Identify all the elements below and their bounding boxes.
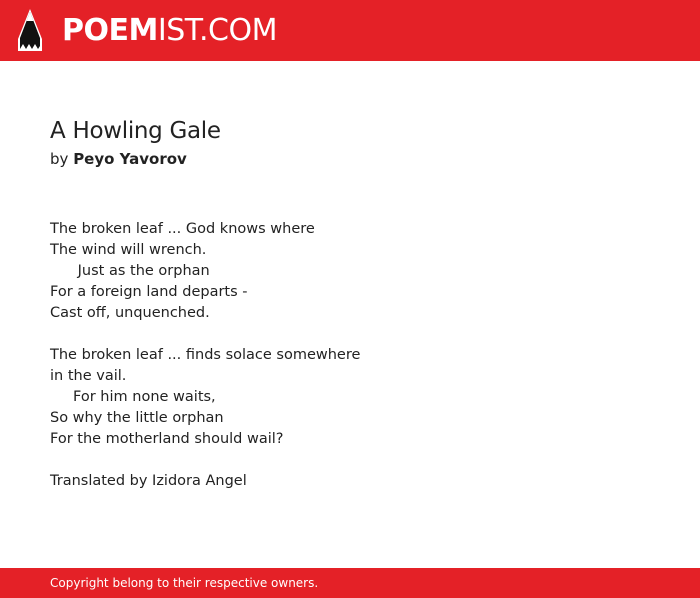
poem-line: So why the little orphan — [50, 410, 224, 426]
site-header — [0, 0, 700, 61]
site-footer — [0, 568, 700, 598]
poem-byline — [50, 149, 187, 169]
poem-line: For the motherland should wail? — [50, 431, 284, 447]
poem-body — [50, 219, 360, 450]
by-label: by — [50, 150, 69, 168]
poem-line: The wind will wrench. — [50, 242, 207, 258]
translator-credit: Translated by Izidora Angel — [50, 473, 247, 489]
poem-line: The broken leaf ... God knows where — [50, 221, 315, 237]
poem-line: The broken leaf ... finds solace somewhere — [50, 347, 361, 363]
poem-line: Just as the orphan — [50, 263, 210, 279]
poem-line: For a foreign land departs - — [50, 284, 248, 300]
poem-title: A Howling Gale — [50, 118, 221, 144]
poem-author[interactable]: Peyo Yavorov — [73, 150, 187, 168]
pencil-tip-icon[interactable] — [18, 9, 42, 51]
poem-line: For him none waits, — [50, 389, 216, 405]
poem-line: Cast off, unquenched. — [50, 305, 210, 321]
logo-bold-text: POEM — [62, 13, 158, 48]
site-logo[interactable] — [62, 11, 277, 51]
poem-line: in the vail. — [50, 368, 127, 384]
copyright-notice: Copyright belong to their respective owners. — [50, 576, 319, 590]
stanza-break — [50, 324, 360, 345]
logo-light-text: IST.COM — [157, 13, 277, 48]
